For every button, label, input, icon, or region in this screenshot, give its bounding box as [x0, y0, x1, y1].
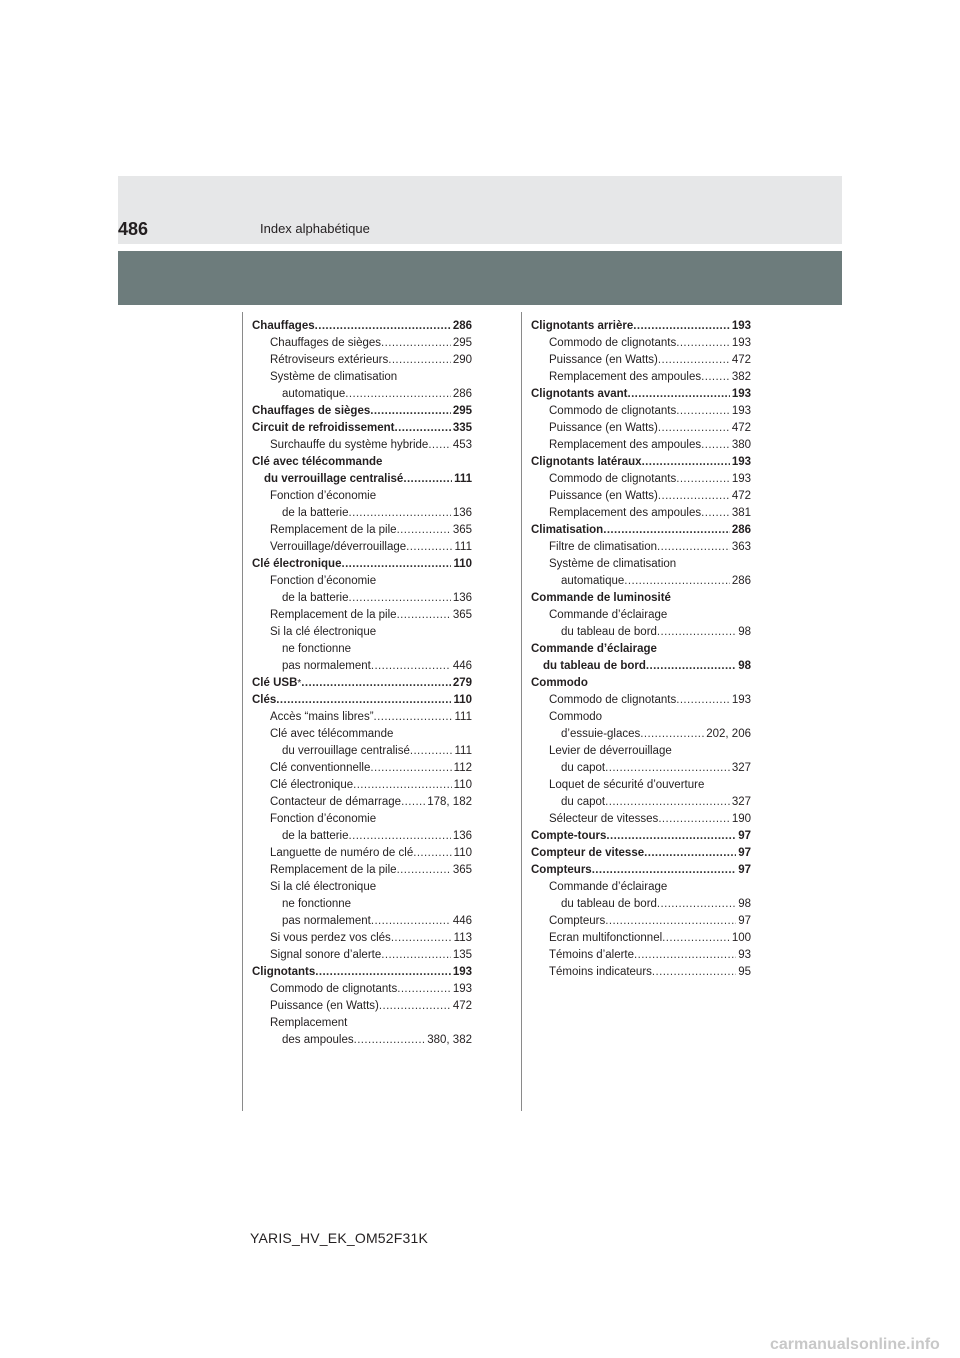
index-entry: [531, 762, 751, 779]
dot-leader: [624, 575, 730, 588]
dot-leader: [371, 915, 451, 928]
index-entry: [252, 490, 472, 507]
index-entry-page: 381: [731, 507, 751, 519]
index-entry-page: 93: [738, 949, 751, 961]
index-entry-label: Surchauffe du système hybride: [270, 439, 429, 451]
column-rule-left: [242, 312, 243, 1111]
index-entry: [252, 796, 472, 813]
index-entry: [252, 745, 472, 762]
index-entry-label: Climatisation: [531, 524, 604, 536]
index-entry-page: 453: [452, 439, 472, 451]
index-entry-label: automatique: [282, 388, 346, 400]
index-entry-page: 193: [731, 405, 751, 417]
dot-leader: [301, 677, 451, 690]
index-entry: [252, 915, 472, 932]
index-entry: [531, 949, 751, 966]
header-band: [118, 251, 842, 305]
dot-leader: [644, 847, 736, 860]
dot-leader: [349, 592, 451, 605]
dot-leader: [606, 830, 736, 843]
index-entry: [531, 779, 751, 796]
index-entry-label: Commodo de clignotants: [549, 337, 677, 349]
dot-leader: [406, 541, 452, 554]
dot-leader: [276, 694, 451, 707]
index-entry-label: Commande d’éclairage: [531, 643, 657, 655]
index-entry-label: Clé électronique: [270, 779, 354, 791]
dot-leader: [381, 949, 451, 962]
index-entry: [252, 371, 472, 388]
index-entry: [252, 677, 472, 694]
index-entry: [531, 813, 751, 830]
index-entry-label: automatique: [561, 575, 625, 587]
index-entry-label: des ampoules: [282, 1034, 354, 1046]
index-entry-label: Chauffages: [252, 320, 315, 332]
index-entry: [531, 354, 751, 371]
index-entry-page: 472: [731, 354, 751, 366]
index-entry-label: du capot: [561, 762, 606, 774]
index-entry: [531, 320, 751, 337]
index-entry-page: 136: [452, 592, 472, 604]
index-entry-label: Puissance (en Watts): [270, 1000, 379, 1012]
dot-leader: [370, 405, 451, 418]
index-entry: [531, 966, 751, 983]
dot-leader: [379, 1000, 451, 1013]
index-column-right: [531, 320, 751, 983]
section-title: Index alphabétique: [260, 221, 370, 236]
index-entry-page: 365: [452, 524, 472, 536]
dot-leader: [403, 473, 452, 486]
dot-leader: [395, 422, 451, 435]
index-entry: [531, 694, 751, 711]
index-entry-label: Remplacement: [270, 1017, 348, 1029]
dot-leader: [627, 388, 729, 401]
index-entry: [531, 524, 751, 541]
dot-leader: [397, 609, 451, 622]
index-entry-label: Compteur de vitesse: [531, 847, 645, 859]
index-entry: [531, 490, 751, 507]
index-entry-label: Clé électronique: [252, 558, 342, 570]
index-entry-page: 202, 206: [706, 728, 751, 740]
index-entry: [252, 422, 472, 439]
index-entry: [252, 1017, 472, 1034]
index-entry-label: Témoins d’alerte: [549, 949, 635, 961]
index-entry-label: Languette de numéro de clé: [270, 847, 414, 859]
index-entry-page: 110: [453, 558, 472, 570]
dot-leader: [315, 966, 451, 979]
index-entry-label: Commodo de clignotants: [270, 983, 398, 995]
index-entry: [252, 592, 472, 609]
dot-leader: [657, 898, 736, 911]
index-entry-label: Commodo de clignotants: [549, 405, 677, 417]
index-entry-page: 111: [454, 473, 472, 485]
dot-leader: [353, 779, 452, 792]
index-entry: [252, 881, 472, 898]
index-entry: [252, 660, 472, 677]
index-entry: [252, 456, 472, 473]
index-entry-label: de la batterie: [282, 592, 349, 604]
index-entry-page: 97: [738, 830, 751, 842]
index-entry-page: 95: [738, 966, 751, 978]
dot-leader: [315, 320, 451, 333]
dot-leader: [652, 966, 736, 979]
dot-leader: [646, 660, 736, 673]
index-entry-label: Verrouillage/déverrouillage: [270, 541, 407, 553]
index-entry-page: 365: [452, 864, 472, 876]
index-entry-label: Clignotants avant: [531, 388, 628, 400]
index-entry: [252, 983, 472, 1000]
index-entry-page: 382: [731, 371, 751, 383]
index-entry: [531, 898, 751, 915]
index-entry-label: Circuit de refroidissement: [252, 422, 395, 434]
index-entry-page: 111: [454, 711, 472, 723]
index-entry-label: Remplacement de la pile: [270, 864, 397, 876]
index-entry: [531, 439, 751, 456]
index-entry-page: 136: [452, 830, 472, 842]
index-entry-page: 135: [452, 949, 472, 961]
index-entry: [252, 830, 472, 847]
dot-leader: [676, 337, 730, 350]
index-entry-page: 380: [731, 439, 751, 451]
dot-leader: [413, 847, 451, 860]
index-entry-page: 100: [731, 932, 751, 944]
index-entry: [252, 541, 472, 558]
index-entry: [252, 626, 472, 643]
index-entry-label: Clés: [252, 694, 277, 706]
index-entry-label: Filtre de climatisation: [549, 541, 658, 553]
index-entry: [531, 473, 751, 490]
index-entry-label: Commande de luminosité: [531, 592, 671, 604]
index-entry-label: Si vous perdez vos clés: [270, 932, 391, 944]
index-entry: [531, 796, 751, 813]
index-entry-label: Remplacement des ampoules: [549, 439, 702, 451]
page-number: 486: [118, 219, 149, 239]
index-entry-page: 136: [452, 507, 472, 519]
index-entry-label: du verrouillage centralisé: [264, 473, 404, 485]
index-entry-page: 110: [453, 694, 472, 706]
index-entry-label: Commande d’éclairage: [549, 881, 668, 893]
index-entry-page: 97: [738, 864, 751, 876]
index-entry-page: 193: [731, 456, 751, 468]
index-entry-label: Compteurs: [531, 864, 592, 876]
index-entry: [252, 609, 472, 626]
index-entry: [252, 337, 472, 354]
dot-leader: [410, 745, 453, 758]
index-entry-page: 193: [731, 694, 751, 706]
index-entry-label: Écran multifonctionnel: [549, 932, 663, 944]
dot-leader: [341, 558, 451, 571]
index-entry-label: Fonction d’économie: [270, 813, 377, 825]
index-entry: [252, 864, 472, 881]
dot-leader: [605, 915, 736, 928]
index-entry-label: pas normalement: [282, 915, 371, 927]
index-entry: [531, 405, 751, 422]
dot-leader: [381, 337, 451, 350]
index-entry-page: 113: [453, 932, 472, 944]
index-entry: [252, 728, 472, 745]
index-entry-page: 98: [738, 626, 751, 638]
dot-leader: [374, 711, 453, 724]
index-entry-label: du tableau de bord: [561, 626, 657, 638]
index-entry-label: Commodo: [531, 677, 588, 689]
index-entry: [531, 881, 751, 898]
index-entry-label: Remplacement des ampoules: [549, 507, 702, 519]
dot-leader: [397, 524, 451, 537]
dot-leader: [662, 932, 730, 945]
index-entry: [252, 388, 472, 405]
dot-leader: [397, 983, 451, 996]
index-entry-label: Clé avec télécommande: [270, 728, 394, 740]
index-entry-page: 111: [454, 745, 472, 757]
index-entry-label: Commodo de clignotants: [549, 694, 677, 706]
index-entry: [252, 949, 472, 966]
index-entry-label: du capot: [561, 796, 606, 808]
index-entry-page: 446: [452, 915, 472, 927]
index-entry: [252, 694, 472, 711]
index-entry-label: Levier de déverrouillage: [549, 745, 672, 757]
index-entry-page: 472: [731, 490, 751, 502]
index-entry-label: de la batterie: [282, 507, 349, 519]
index-entry: [252, 779, 472, 796]
dot-leader: [428, 439, 450, 452]
index-entry: [252, 354, 472, 371]
index-entry-label: du tableau de bord: [561, 898, 657, 910]
index-entry-label: Clignotants: [252, 966, 316, 978]
dot-leader: [658, 422, 730, 435]
index-entry-page: 295: [452, 405, 472, 417]
index-entry-page: 472: [452, 1000, 472, 1012]
dot-leader: [371, 660, 451, 673]
index-entry-label: d’essuie-glaces: [561, 728, 641, 740]
index-entry-label: Remplacement de la pile: [270, 524, 397, 536]
dot-leader: [701, 371, 730, 384]
index-entry-page: 286: [731, 524, 751, 536]
index-entry-label: Clé USB: [252, 677, 298, 689]
index-entry-page: 380, 382: [427, 1034, 472, 1046]
index-entry: [531, 626, 751, 643]
index-entry-label: du tableau de bord: [543, 660, 646, 672]
index-entry-label: de la batterie: [282, 830, 349, 842]
index-entry-label: Commodo de clignotants: [549, 473, 677, 485]
dot-leader: [388, 354, 451, 367]
index-entry: [531, 847, 751, 864]
index-entry: [531, 830, 751, 847]
index-entry: [531, 915, 751, 932]
index-entry: [531, 609, 751, 626]
index-entry: [252, 932, 472, 949]
index-entry-page: 178, 182: [427, 796, 472, 808]
index-entry: [531, 337, 751, 354]
dot-leader: [676, 405, 730, 418]
index-entry-label: Fonction d’économie: [270, 490, 377, 502]
index-entry-label: Puissance (en Watts): [549, 422, 658, 434]
index-entry: [531, 558, 751, 575]
index-entry-label: Si la clé électronique: [270, 881, 377, 893]
dot-leader: [701, 507, 730, 520]
index-entry: [531, 371, 751, 388]
index-entry: [531, 456, 751, 473]
index-entry-label: Système de climatisation: [549, 558, 677, 570]
index-entry: [252, 762, 472, 779]
dot-leader: [354, 1034, 426, 1047]
dot-leader: [603, 524, 730, 537]
index-entry-label: ne fonctionne: [282, 643, 352, 655]
page-header: [118, 176, 842, 244]
column-rule-right: [521, 312, 522, 1111]
dot-leader: [634, 949, 736, 962]
index-entry: [531, 592, 751, 609]
index-entry: [531, 660, 751, 677]
index-entry: [531, 728, 751, 745]
index-entry-page: 193: [731, 388, 751, 400]
index-entry: [252, 405, 472, 422]
index-entry-label: Témoins indicateurs: [549, 966, 652, 978]
index-entry-label: Contacteur de démarrage: [270, 796, 402, 808]
dot-leader: [657, 541, 730, 554]
index-entry: [531, 864, 751, 881]
dot-leader: [391, 932, 452, 945]
index-entry: [252, 966, 472, 983]
index-entry-page: 472: [731, 422, 751, 434]
index-entry-label: Clé avec télécommande: [252, 456, 383, 468]
index-entry-label: Compte-tours: [531, 830, 607, 842]
index-entry-page: 97: [738, 847, 751, 859]
index-entry-label: Accès “mains libres”: [270, 711, 374, 723]
index-entry-page: 193: [731, 337, 751, 349]
dot-leader: [658, 490, 730, 503]
index-entry-page: 279: [452, 677, 472, 689]
index-entry-page: 335: [452, 422, 472, 434]
index-entry: [252, 1000, 472, 1017]
dot-leader: [592, 864, 737, 877]
dot-leader: [349, 830, 451, 843]
index-entry: [252, 507, 472, 524]
dot-leader: [658, 354, 730, 367]
index-entry-label: Commodo: [549, 711, 603, 723]
index-entry: [531, 388, 751, 405]
index-entry-page: 98: [738, 898, 751, 910]
dot-leader: [633, 320, 730, 333]
dot-leader: [605, 762, 730, 775]
dot-leader: [642, 456, 730, 469]
index-entry-page: 365: [452, 609, 472, 621]
index-entry-label: Puissance (en Watts): [549, 490, 658, 502]
index-entry-label: Chauffages de sièges: [270, 337, 382, 349]
index-entry-page: 110: [453, 779, 472, 791]
index-entry-label: Puissance (en Watts): [549, 354, 658, 366]
index-entry-label: Loquet de sécurité d’ouverture: [549, 779, 705, 791]
dot-leader: [401, 796, 425, 809]
index-entry-label: Commande d’éclairage: [549, 609, 668, 621]
index-entry-label: Clignotants latéraux: [531, 456, 642, 468]
dot-leader: [676, 473, 730, 486]
index-entry: [252, 575, 472, 592]
index-column-left: [252, 320, 472, 1051]
index-entry: [252, 524, 472, 541]
index-entry: [531, 575, 751, 592]
index-entry: [252, 898, 472, 915]
watermark: carmanualsonline.info: [770, 1336, 940, 1353]
index-entry-page: 446: [452, 660, 472, 672]
dot-leader: [640, 728, 704, 741]
index-entry: [531, 745, 751, 762]
dot-leader: [605, 796, 730, 809]
index-entry-page: 327: [731, 762, 751, 774]
index-entry-page: 112: [453, 762, 472, 774]
index-entry: [531, 932, 751, 949]
manual-code: YARIS_HV_EK_OM52F31K: [250, 1230, 429, 1246]
index-entry: [252, 813, 472, 830]
index-entry: [252, 320, 472, 337]
index-entry-page: 290: [452, 354, 472, 366]
index-entry-page: 286: [452, 320, 472, 332]
index-entry-page: 193: [731, 473, 751, 485]
dot-leader: [397, 864, 451, 877]
index-entry-page: 193: [731, 320, 751, 332]
dot-leader: [676, 694, 730, 707]
index-entry-label: Rétroviseurs extérieurs: [270, 354, 389, 366]
index-entry-label: Si la clé électronique: [270, 626, 377, 638]
index-entry-label: Signal sonore d’alerte: [270, 949, 382, 961]
index-entry-label: ne fonctionne: [282, 898, 352, 910]
index-entry-page: 286: [731, 575, 751, 587]
dot-leader: [349, 507, 451, 520]
index-entry: [531, 507, 751, 524]
index-entry-page: 327: [731, 796, 751, 808]
index-entry: [531, 643, 751, 660]
index-entry-label: Compteurs: [549, 915, 606, 927]
index-entry-label: Remplacement des ampoules: [549, 371, 702, 383]
index-entry-page: 97: [738, 915, 751, 927]
index-entry-label: Système de climatisation: [270, 371, 398, 383]
dot-leader: [657, 626, 736, 639]
dot-leader: [701, 439, 730, 452]
index-entry-label: pas normalement: [282, 660, 371, 672]
dot-leader: [370, 762, 451, 775]
index-entry: [531, 422, 751, 439]
footnote-star: *: [297, 678, 302, 689]
index-entry-page: 111: [454, 541, 472, 553]
index-entry-label: Remplacement de la pile: [270, 609, 397, 621]
index-entry-page: 363: [731, 541, 751, 553]
index-entry-label: Clignotants arrière: [531, 320, 634, 332]
index-entry: [252, 439, 472, 456]
index-entry-label: du verrouillage centralisé: [282, 745, 410, 757]
index-entry: [252, 643, 472, 660]
index-entry-label: Sélecteur de vitesses: [549, 813, 659, 825]
index-entry-label: Chauffages de sièges: [252, 405, 371, 417]
index-entry-page: 98: [738, 660, 751, 672]
index-entry-label: Clé conventionnelle: [270, 762, 371, 774]
index-entry-page: 190: [731, 813, 751, 825]
index-entry: [252, 711, 472, 728]
index-entry: [252, 473, 472, 490]
index-entry-label: Fonction d’économie: [270, 575, 377, 587]
index-entry: [531, 711, 751, 728]
index-entry-page: 193: [452, 966, 472, 978]
dot-leader: [658, 813, 730, 826]
index-entry: [252, 1034, 472, 1051]
index-entry-page: 295: [452, 337, 472, 349]
dot-leader: [345, 388, 451, 401]
index-entry: [531, 677, 751, 694]
index-entry-page: 193: [452, 983, 472, 995]
index-entry-page: 110: [453, 847, 472, 859]
index-entry: [531, 541, 751, 558]
index-entry-page: 286: [452, 388, 472, 400]
index-entry: [252, 558, 472, 575]
index-entry: [252, 847, 472, 864]
